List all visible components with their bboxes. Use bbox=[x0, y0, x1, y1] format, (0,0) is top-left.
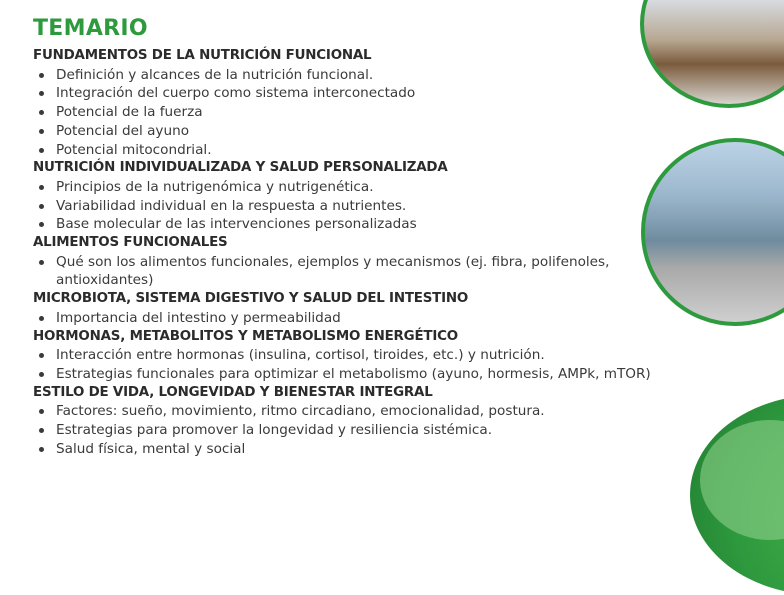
section-heading: ESTILO DE VIDA, LONGEVIDAD Y BIENESTAR INTEGRAL bbox=[33, 384, 433, 400]
list-item: Interacción entre hormonas (insulina, cortisol, tiroides, etc.) y nutrición. bbox=[33, 346, 673, 365]
list-item: Estrategias funcionales para optimizar el metabolismo (ayuno, hormesis, AMPk, mTOR) bbox=[33, 365, 673, 384]
section-list bbox=[33, 66, 673, 160]
list-item: Base molecular de las intervenciones personalizadas bbox=[33, 215, 673, 234]
list-item: Integración del cuerpo como sistema interconectado bbox=[33, 84, 673, 103]
list-item: Importancia del intestino y permeabilidad bbox=[33, 309, 673, 328]
section-heading: ALIMENTOS FUNCIONALES bbox=[33, 235, 228, 251]
list-item: Potencial de la fuerza bbox=[33, 103, 673, 122]
list-item: Potencial mitocondrial. bbox=[33, 141, 673, 160]
section-list bbox=[33, 402, 673, 458]
section-heading: FUNDAMENTOS DE LA NUTRICIÓN FUNCIONAL bbox=[33, 48, 372, 63]
section-list bbox=[33, 346, 673, 383]
list-item: Potencial del ayuno bbox=[33, 122, 673, 141]
section-alimentos bbox=[33, 234, 673, 290]
section-list bbox=[33, 253, 673, 290]
section-fundamentos bbox=[33, 47, 673, 159]
list-item: Variabilidad individual en la respuesta a nutrientes. bbox=[33, 197, 673, 216]
section-list bbox=[33, 309, 673, 328]
list-item: Qué son los alimentos funcionales, ejemplos y mecanismos (ej. fibra, polifenoles, antioxidantes) bbox=[33, 253, 673, 290]
list-item: Definición y alcances de la nutrición funcional. bbox=[33, 66, 673, 85]
syllabus bbox=[33, 14, 673, 458]
section-heading: NUTRICIÓN INDIVIDUALIZADA Y SALUD PERSONALIZADA bbox=[33, 160, 448, 176]
section-individualizada bbox=[33, 159, 673, 234]
page-title: TEMARIO bbox=[33, 16, 148, 41]
section-heading: MICROBIOTA, SISTEMA DIGESTIVO Y SALUD DEL INTESTINO bbox=[33, 291, 469, 307]
list-item: Estrategias para promover la longevidad y resiliencia sistémica. bbox=[33, 421, 673, 440]
section-hormonas bbox=[33, 328, 673, 384]
section-list bbox=[33, 178, 673, 234]
list-item: Salud física, mental y social bbox=[33, 440, 673, 459]
list-item: Principios de la nutrigenómica y nutrigenética. bbox=[33, 178, 673, 197]
section-microbiota bbox=[33, 290, 673, 327]
list-item: Factores: sueño, movimiento, ritmo circadiano, emocionalidad, postura. bbox=[33, 402, 673, 421]
section-heading: HORMONAS, METABOLITOS Y METABOLISMO ENERGÉTICO bbox=[33, 328, 458, 344]
section-estilo-de-vida bbox=[33, 384, 673, 459]
